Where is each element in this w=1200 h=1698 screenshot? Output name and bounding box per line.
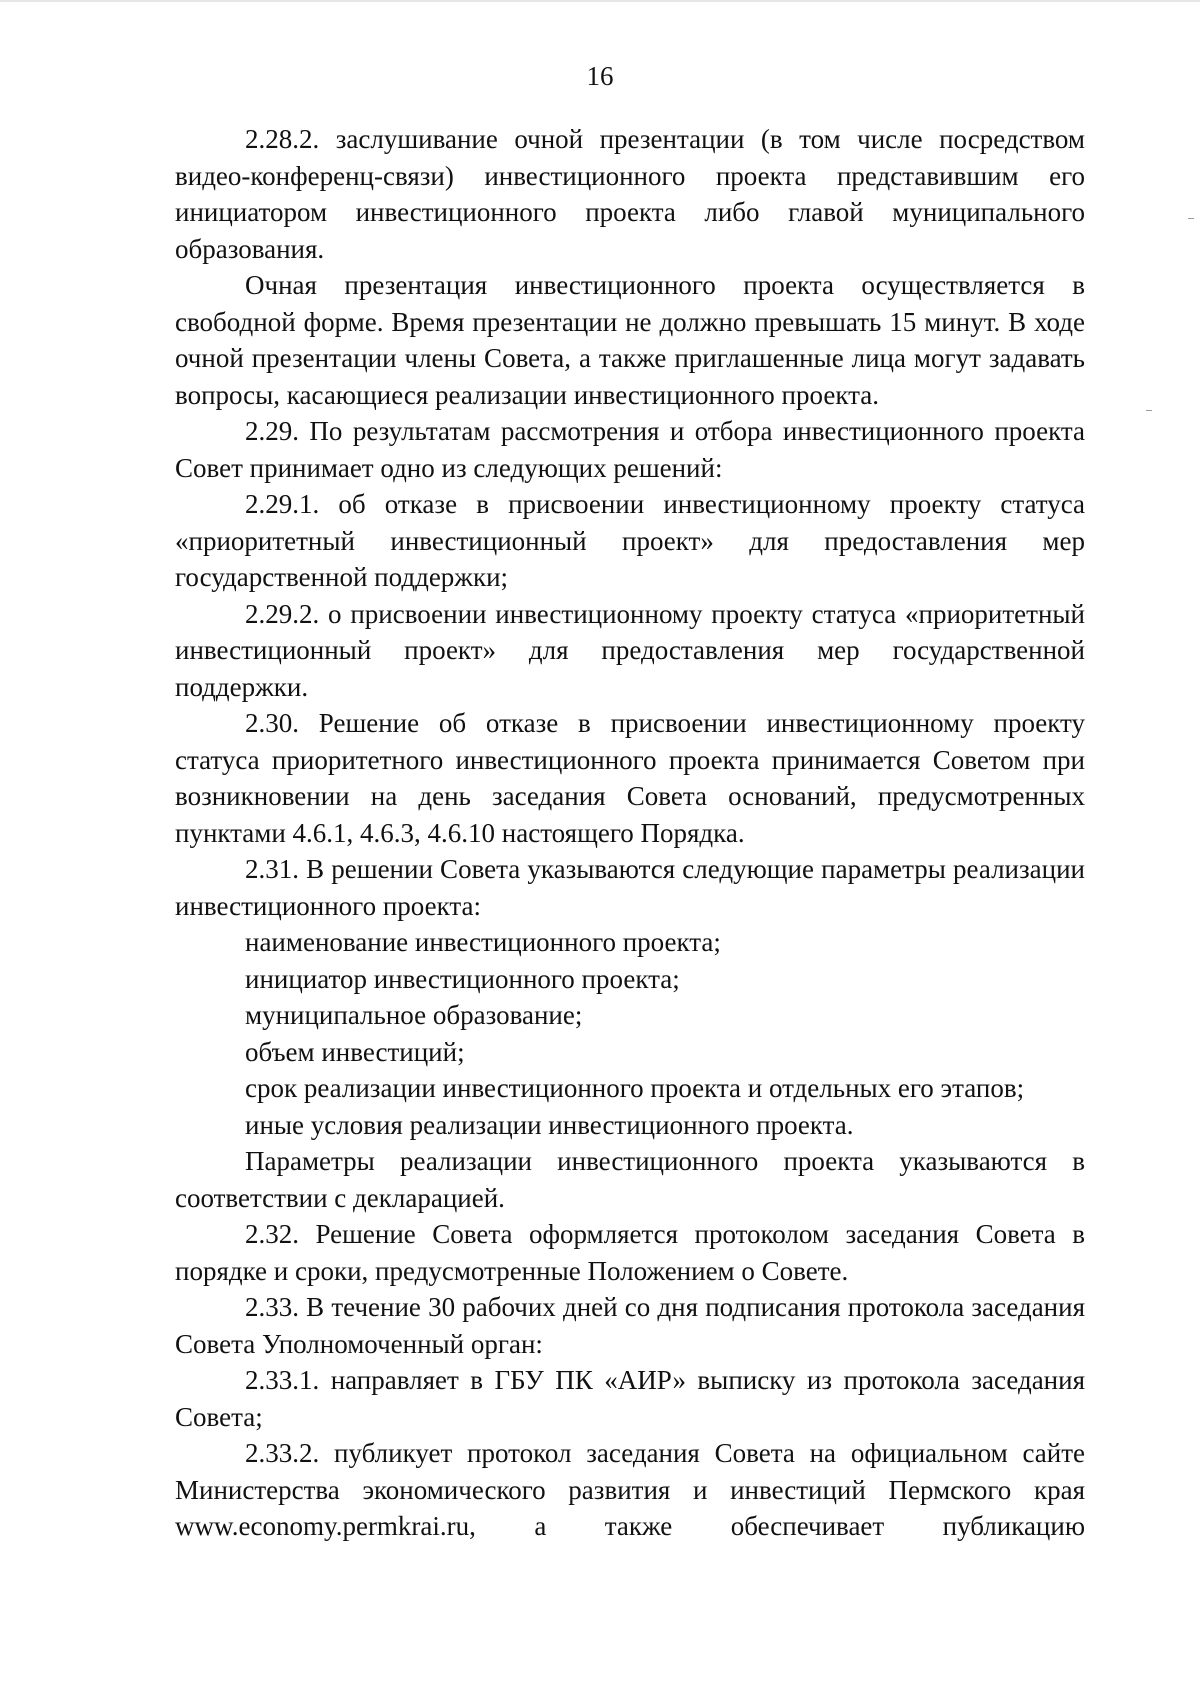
page-number: 16 [586, 61, 614, 91]
scan-margin-mark [1146, 410, 1152, 411]
paragraph-2-29: 2.29. По результатам рассмотрения и отбора инвестиционного проекта Совет принимает одно из следующих решений: [175, 416, 1085, 483]
paragraph-2-31: 2.31. В решении Совета указываются следующие параметры реализации инвестиционного проекта: [175, 854, 1085, 921]
paragraph-2-28-2: 2.28.2. заслушивание очной презентации (в том числе посредством видео-конференц-связи) инвестиционного проекта представившим его инициатором инвестиционного проекта либо главой муниципального образования. [175, 124, 1085, 264]
paragraph-2-29-1: 2.29.1. об отказе в присвоении инвестиционному проекту статуса «приоритетный инвестиционный проект» для предоставления мер государственной поддержки; [175, 489, 1085, 592]
paragraph-2-29-2: 2.29.2. о присвоении инвестиционному проекту статуса «приоритетный инвестиционный проект» для предоставления мер государственной поддержки. [175, 598, 1085, 702]
document-body [175, 121, 1085, 1545]
paragraph-2-32: 2.32. Решение Совета оформляется протоколом заседания Совета в порядке и сроки, предусмотренные Положением о Совете. [175, 1219, 1085, 1286]
paragraph-2-33-1: 2.33.1. направляет в ГБУ ПК «АИР» выписку из протокола заседания Совета; [175, 1365, 1085, 1432]
list-item: иные условия реализации инвестиционного проекта. [245, 1109, 854, 1140]
list-item: наименование инвестиционного проекта; [245, 927, 721, 957]
paragraph-2-33: 2.33. В течение 30 рабочих дней со дня подписания протокола заседания Совета Уполномоченный орган: [175, 1292, 1085, 1359]
list-item: инициатор инвестиционного проекта; [245, 963, 680, 994]
scan-top-edge [0, 0, 1200, 2]
paragraph-parameters: Параметры реализации инвестиционного проекта указываются в соответствии с декларацией. [175, 1146, 1085, 1213]
list-item: муниципальное образование; [245, 1000, 583, 1030]
scan-margin-mark [1188, 218, 1194, 219]
paragraph-2-33-2: 2.33.2. публикует протокол заседания Совета на официальном сайте Министерства экономического развития и инвестиций Пермского края www.economy.permkrai.ru, а также обеспечивает публикацию [175, 1438, 1085, 1541]
paragraph-2-30: 2.30. Решение об отказе в присвоении инвестиционному проекту статуса приоритетного инвестиционного проекта принимается Советом при возникновении на день заседания Совета оснований, предусмотренных пунктами 4.6.1, 4.6.3, 4.6.10 настоящего Порядка. [175, 708, 1085, 848]
list-item: объем инвестиций; [245, 1036, 465, 1067]
list-item: срок реализации инвестиционного проекта и отдельных его этапов; [245, 1073, 1025, 1103]
paragraph-presentation: Очная презентация инвестиционного проекта осуществляется в свободной форме. Время презентации не должно превышать 15 минут. В ходе очной презентации члены Совета, а также приглашенные лица могут задавать вопросы, касающиеся реализации инвестиционного проекта. [175, 270, 1085, 410]
